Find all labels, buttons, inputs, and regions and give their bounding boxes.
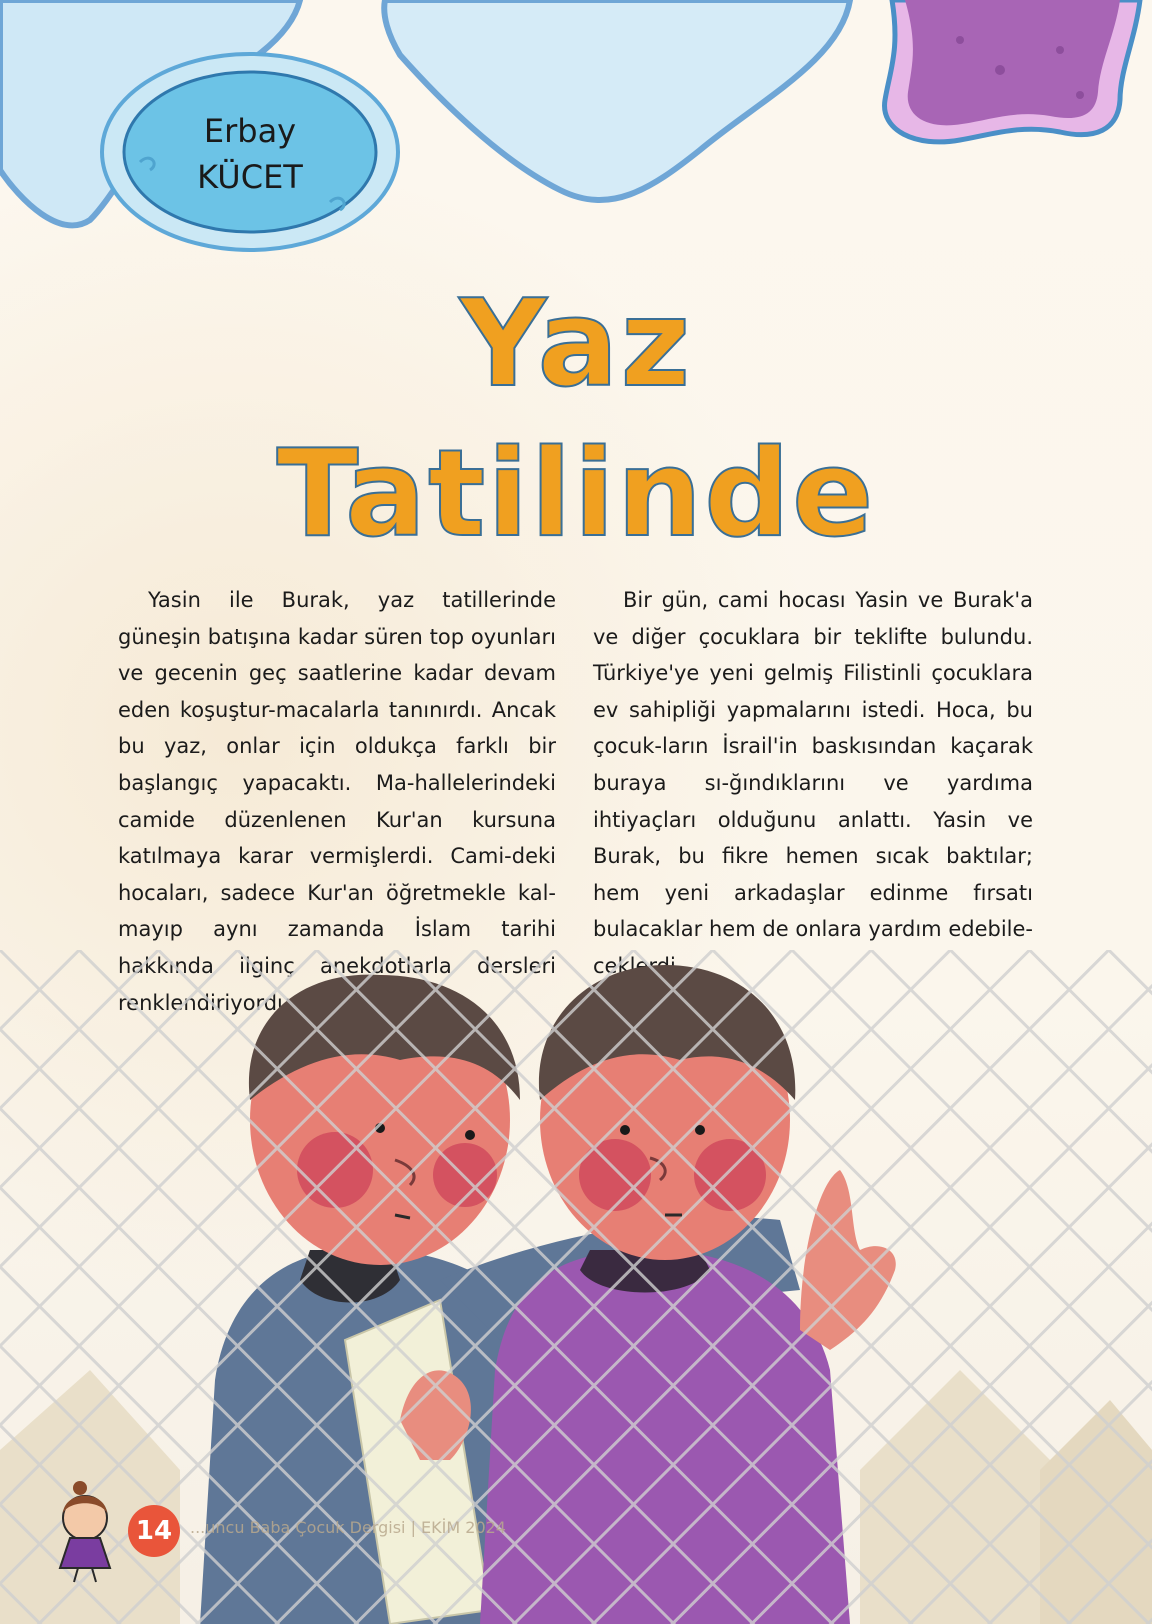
footer-magazine-info: ...uncu Baba Çocuk Dergisi | EKİM 2024 [190,1518,506,1537]
title-line-1: Yaz [459,275,693,414]
page-number: 14 [128,1505,180,1557]
paragraph-right: Bir gün, cami hocası Yasin ve Burak'a ve diğer çocuklara bir teklifte bulundu. Türkiye'ye yeni gelmiş Filistinli çocuklara ev sahipliği yapmalarını istedi. Hoca, bu çocuk-ların İsrail'in baskısından kaçarak buraya sı-ğındıklarını ve yardıma ihtiyaçları olduğunu anlattı. Yasin ve Burak, bu fikre hemen sıcak baktılar; hem yeni arkadaşlar edinme fırsatı bulacaklar hem de onlara yardım edebile- [593,588,1033,942]
title-line-2: Tatilinde [276,425,876,564]
story-title [0,270,1152,570]
paragraph-left: Yasin ile Burak, yaz tatillerinde güneşin batışına kadar süren top oyunları ve gecenin geç saatlerine kadar devam eden koşuştur-macalarla tanınırdı. Ancak bu yaz, onlar için oldukça farklı bir başlangıç yapacaktı. Ma-hallelerindeki camide düzenlenen Kur'an kursuna katılmaya karar vermişlerdi. Cami-deki hocaları, sadece Kur'an öğretmekle kal-mayıp aynı zamanda İslam tarihi [118,588,556,942]
author-name [100,108,400,200]
author-last-name: KÜCET [197,158,303,196]
text-column-right [593,582,1033,985]
author-first-name: Erbay [203,112,297,150]
